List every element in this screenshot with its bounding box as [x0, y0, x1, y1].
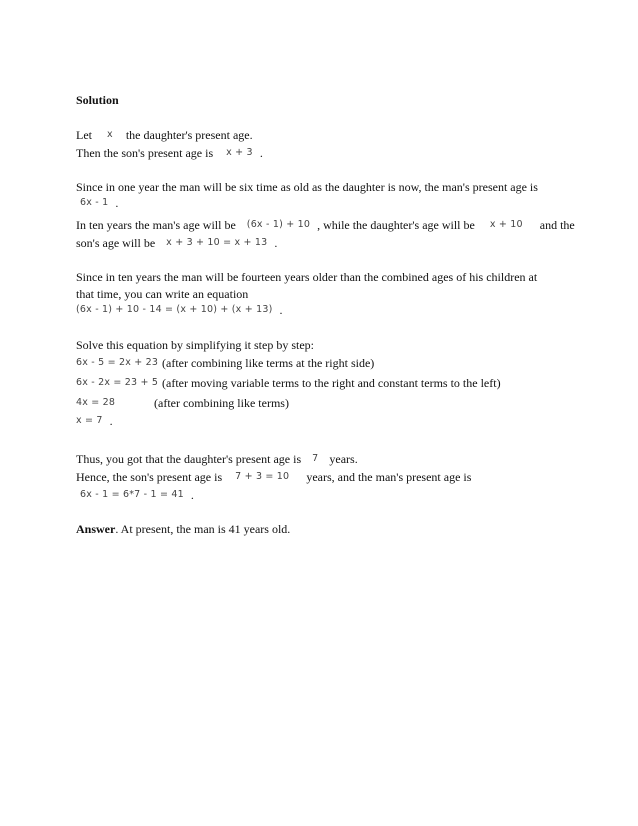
period: .	[190, 488, 194, 502]
answer-line	[76, 522, 290, 536]
ten-years-line	[76, 218, 575, 232]
step-1-note: (after combining like terms at the right side)	[162, 356, 375, 370]
math-step-4: x = 7	[76, 415, 103, 426]
period: .	[279, 303, 283, 317]
math-son-calc: 7 + 3 = 10	[235, 471, 290, 482]
step-1	[76, 356, 162, 370]
period: .	[115, 196, 119, 210]
math-daughter-age: 7	[312, 453, 319, 464]
son-prefix: Then the son's present age is	[76, 146, 214, 160]
math-x: x	[107, 129, 113, 140]
ten-years-text: In ten years the man's age will be	[76, 218, 236, 232]
period: .	[259, 146, 263, 160]
math-daughter-ten: x + 10	[489, 219, 523, 230]
steps-intro: Solve this equation by simplifying it step by step:	[76, 338, 314, 352]
daughter-ten-text: , while the daughter's age will be	[317, 218, 475, 232]
let-line	[76, 128, 253, 142]
one-year-line: Since in one year the man will be six time as old as the daughter is now, the man's present age is	[76, 180, 538, 194]
let-suffix: the daughter's present age.	[125, 128, 253, 142]
math-equation: (6x - 1) + 10 - 14 = (x + 10) + (x + 13)	[76, 304, 273, 315]
step-3-note: (after combining like terms)	[154, 396, 289, 410]
math-step-1: 6x - 5 = 2x + 23	[76, 357, 159, 368]
equation-expr-line	[76, 303, 282, 317]
period: .	[274, 236, 278, 250]
man-age-line	[76, 196, 118, 210]
equation-line-1: Since in ten years the man will be fourteen years older than the combined ages of his children at	[76, 270, 538, 284]
answer-label: Answer	[76, 522, 116, 536]
math-man-ten: (6x - 1) + 10	[246, 219, 311, 230]
conclusion-daughter-text: Thus, you got that the daughter's present age is	[76, 452, 302, 466]
let-prefix: Let	[76, 128, 92, 142]
step-2-note: (after moving variable terms to the right and constant terms to the left)	[162, 376, 501, 390]
conclusion-daughter-line	[76, 452, 358, 466]
math-man-age: 6x - 1	[80, 197, 109, 208]
solution-heading: Solution	[76, 93, 119, 107]
and-the-text: and the	[539, 218, 575, 232]
step-2	[76, 376, 162, 390]
math-son-ten: x + 3 + 10 = x + 13	[166, 237, 268, 248]
math-man-calc: 6x - 1 = 6*7 - 1 = 41	[80, 489, 184, 500]
son-ten-line	[76, 236, 277, 250]
math-step-3: 4x = 28	[76, 397, 116, 408]
conclusion-man-text: years, and the man's present age is	[306, 470, 472, 484]
step-4	[76, 414, 113, 428]
years-text: years.	[329, 452, 358, 466]
conclusion-son-line	[76, 470, 471, 484]
math-step-2: 6x - 2x = 23 + 5	[76, 377, 159, 388]
conclusion-son-text: Hence, the son's present age is	[76, 470, 223, 484]
son-ten-text: son's age will be	[76, 236, 156, 250]
equation-line-2: that time, you can write an equation	[76, 287, 249, 301]
step-3	[76, 396, 119, 410]
answer-text: . At present, the man is 41 years old.	[115, 522, 291, 536]
period: .	[109, 414, 113, 428]
man-calc-line	[76, 488, 194, 502]
son-age-line	[76, 146, 263, 160]
math-son-age: x + 3	[226, 147, 253, 158]
